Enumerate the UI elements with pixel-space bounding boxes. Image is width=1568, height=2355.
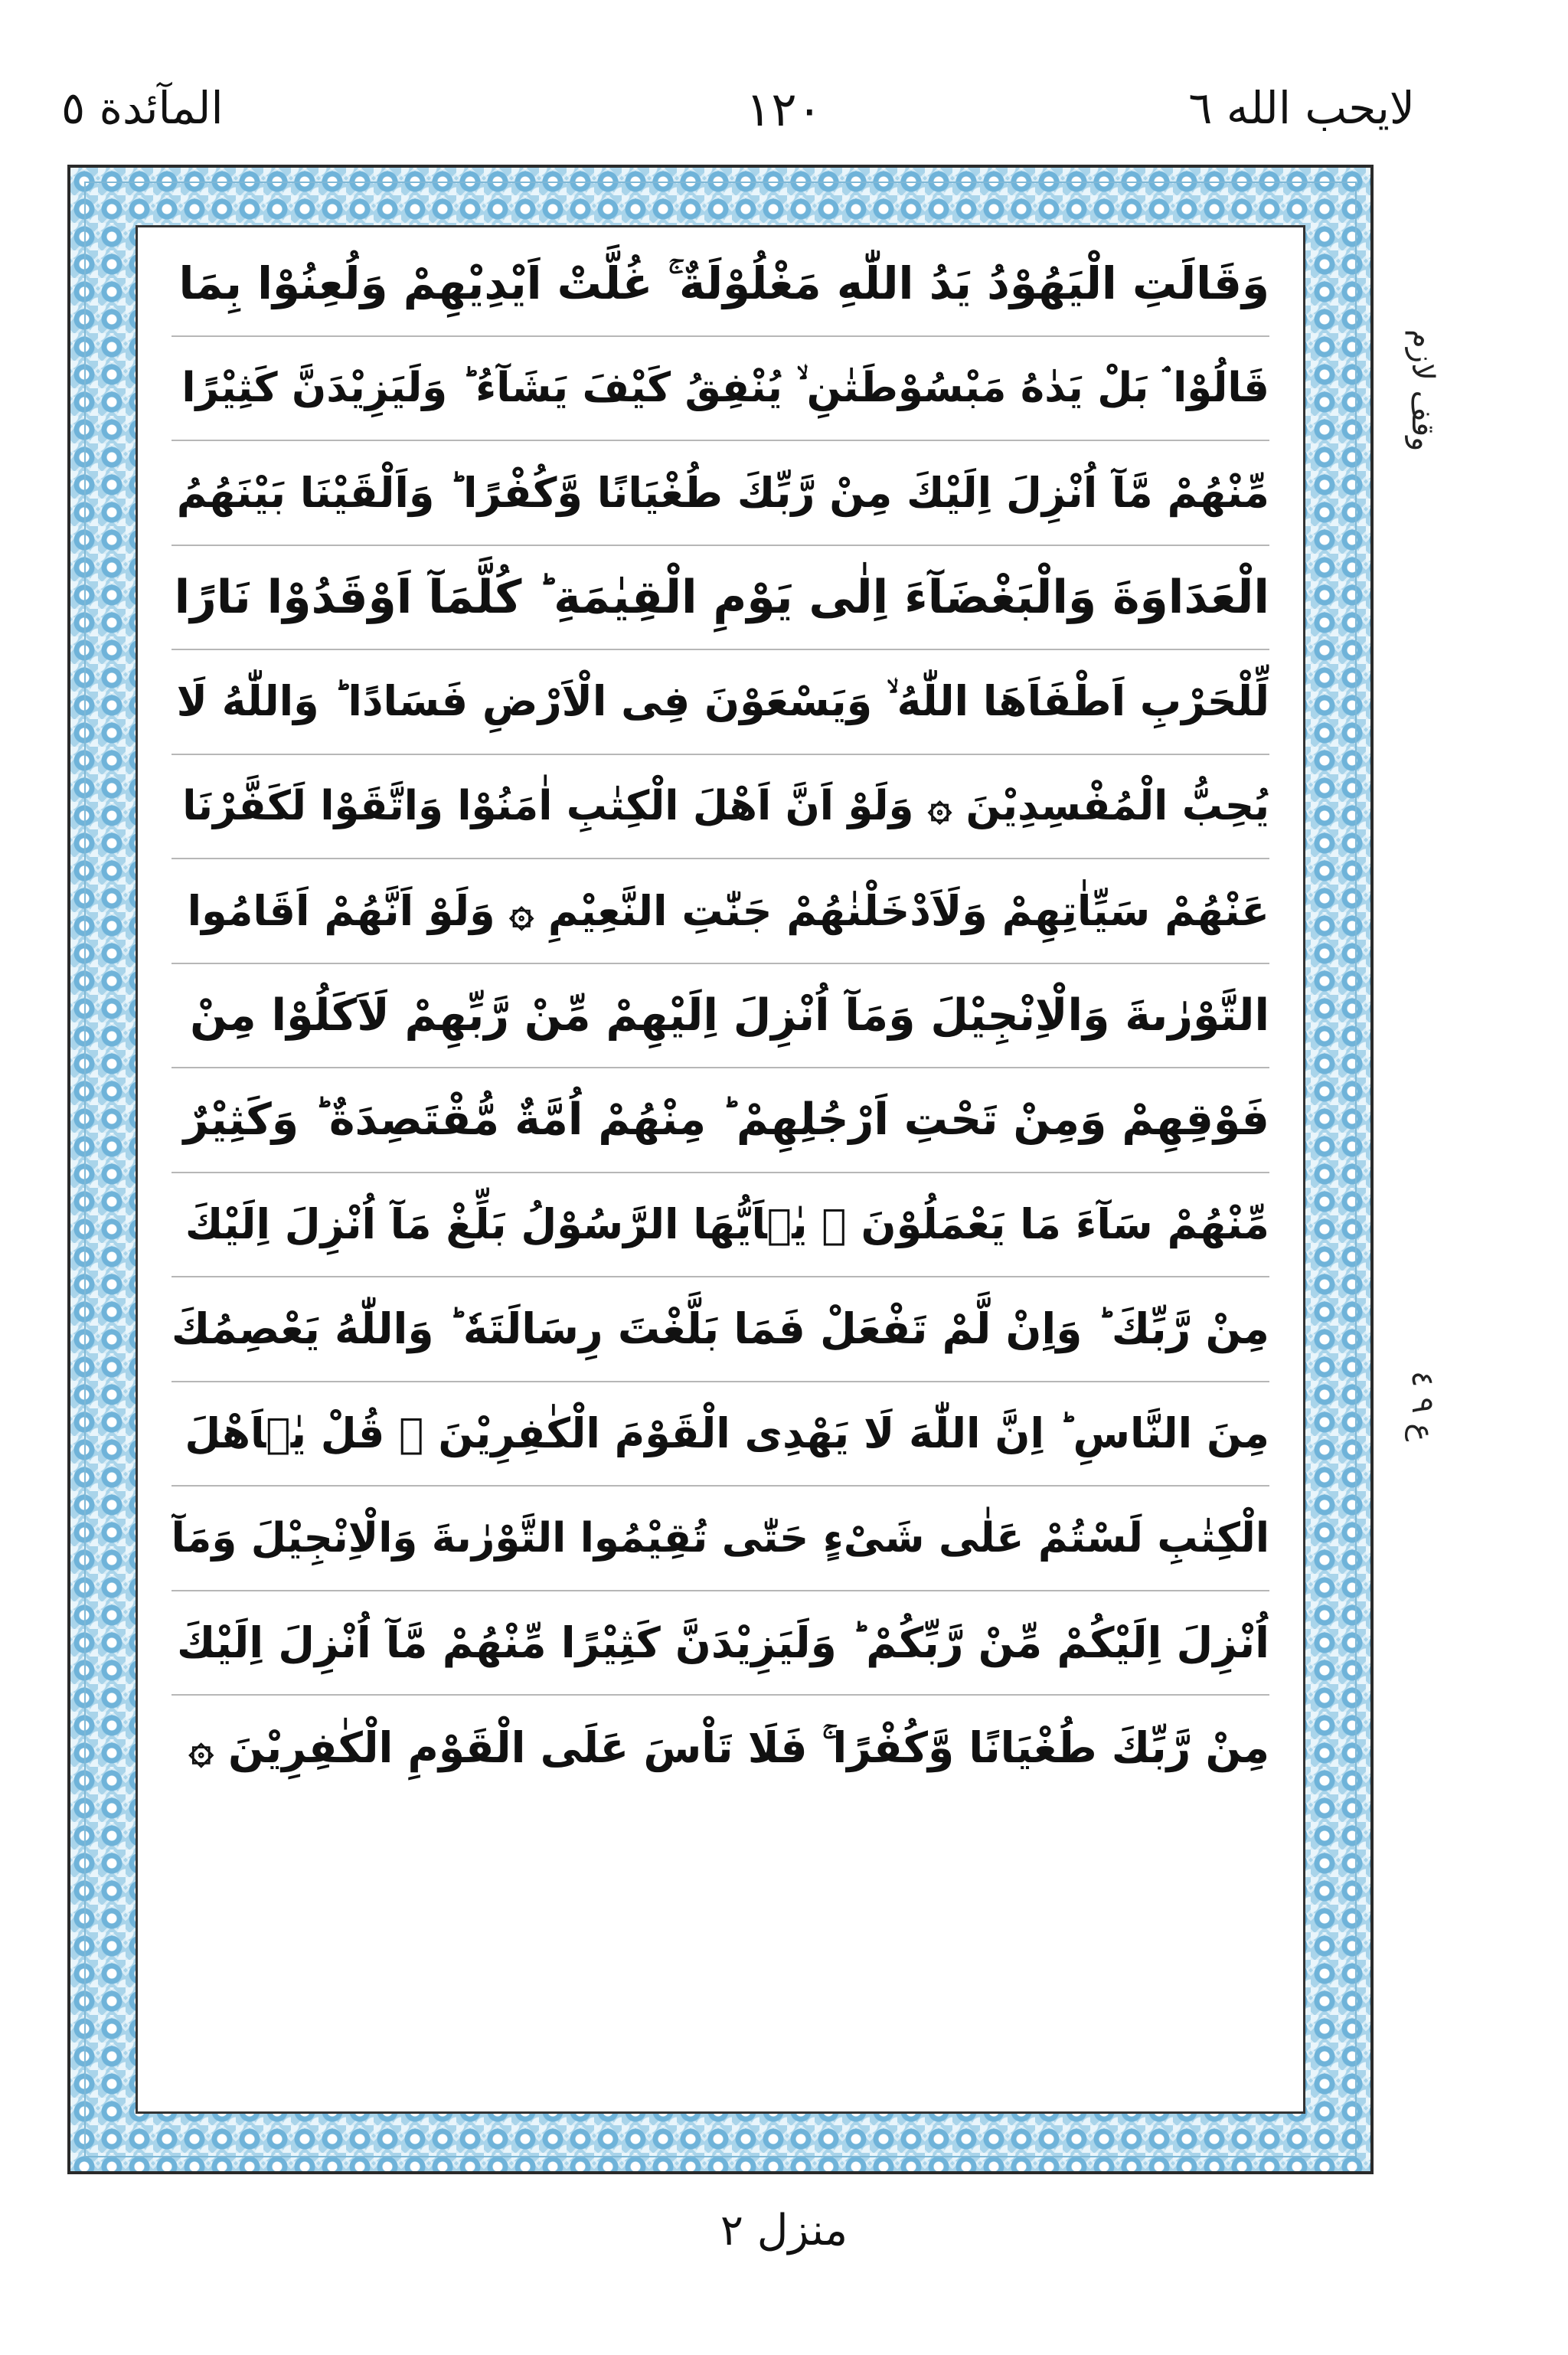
- verse-line: فَوْقِهِمْ وَمِنْ تَحْتِ اَرْجُلِهِمْ ؕ مِنْهُمْ اُمَّةٌ مُّقْتَصِدَةٌ ؕ وَكَثِيْرٌ: [172, 1068, 1269, 1173]
- verse-line: قَالُوْا ۘ بَلْ يَدٰهُ مَبْسُوْطَتٰنِ ۙ يُنْفِقُ كَيْفَ يَشَآءُ ؕ وَلَيَزِيْدَنَّ كَثِيْرًا: [172, 337, 1269, 442]
- para-name: لايحب الله ٦: [1188, 82, 1415, 134]
- surah-name: المآئدة ٥: [61, 82, 224, 134]
- verse-line: الْكِتٰبِ لَسْتُمْ عَلٰى شَىْءٍ حَتّٰى تُقِيْمُوا التَّوْرٰىةَ وَالْاِنْجِيْلَ وَمَآ: [172, 1487, 1269, 1591]
- verse-line: مِنْ رَّبِّكَ ؕ وَاِنْ لَّمْ تَفْعَلْ فَمَا بَلَّغْتَ رِسَالَتَهٗ ؕ وَاللّٰهُ يَعْصِمُكَ: [172, 1277, 1269, 1382]
- verse-line: مِّنْهُمْ سَآءَ مَا يَعْمَلُوْنَ ۞ يٰۤاَيُّهَا الرَّسُوْلُ بَلِّغْ مَآ اُنْزِلَ اِلَيْكَ: [172, 1173, 1269, 1278]
- verse-line: مِنَ النَّاسِ ؕ اِنَّ اللّٰهَ لَا يَهْدِى الْقَوْمَ الْكٰفِرِيْنَ ۞ قُلْ يٰۤاَهْلَ: [172, 1382, 1269, 1487]
- verse-line: وَقَالَتِ الْيَهُوْدُ يَدُ اللّٰهِ مَغْلُوْلَةٌ ۚ غُلَّتْ اَيْدِيْهِمْ وَلُعِنُوْا بِمَا: [172, 232, 1269, 337]
- ruku-marker: ع ٩ ٤: [1405, 1371, 1440, 1442]
- verse-line: مِنْ رَّبِّكَ طُغْيَانًا وَّكُفْرًا ۚ فَلَا تَاْسَ عَلَى الْقَوْمِ الْكٰفِرِيْنَ ۞: [188, 1722, 1269, 1772]
- verse-panel: [136, 225, 1305, 2114]
- page-header: [54, 70, 1514, 155]
- manzil-footer: منزل ٢: [720, 2206, 848, 2255]
- page-number: ١٢٠: [746, 81, 822, 137]
- verse-line: التَّوْرٰىةَ وَالْاِنْجِيْلَ وَمَآ اُنْزِلَ اِلَيْهِمْ مِّنْ رَّبِّهِمْ لَاَكَلُوْا مِنْ: [172, 964, 1269, 1069]
- verse-line: عَنْهُمْ سَيِّاٰتِهِمْ وَلَاَدْخَلْنٰهُمْ جَنّٰتِ النَّعِيْمِ ۞ وَلَوْ اَنَّهُمْ اَقَامُوا: [172, 859, 1269, 964]
- verse-line: يُحِبُّ الْمُفْسِدِيْنَ ۞ وَلَوْ اَنَّ اَهْلَ الْكِتٰبِ اٰمَنُوْا وَاتَّقَوْا لَكَفَّرْنَا: [172, 755, 1269, 860]
- verse-line: الْعَدَاوَةَ وَالْبَغْضَآءَ اِلٰى يَوْمِ الْقِيٰمَةِ ؕ كُلَّمَآ اَوْقَدُوْا نَارًا: [172, 546, 1269, 651]
- ornamental-border: [67, 165, 1374, 2174]
- verse-line: لِّلْحَرْبِ اَطْفَاَهَا اللّٰهُ ۙ وَيَسْعَوْنَ فِى الْاَرْضِ فَسَادًا ؕ وَاللّٰهُ لَا: [172, 650, 1269, 755]
- verse-line: اُنْزِلَ اِلَيْكُمْ مِّنْ رَّبِّكُمْ ؕ وَلَيَزِيْدَنَّ كَثِيْرًا مِّنْهُمْ مَّآ اُنْزِلَ اِلَيْكَ: [172, 1591, 1269, 1696]
- verse-line: مِّنْهُمْ مَّآ اُنْزِلَ اِلَيْكَ مِنْ رَّبِّكَ طُغْيَانًا وَّكُفْرًا ؕ وَاَلْقَيْنَا بَيْنَهُمُ: [172, 441, 1269, 546]
- waqf-lazim-note: وقف لازم: [1405, 329, 1440, 452]
